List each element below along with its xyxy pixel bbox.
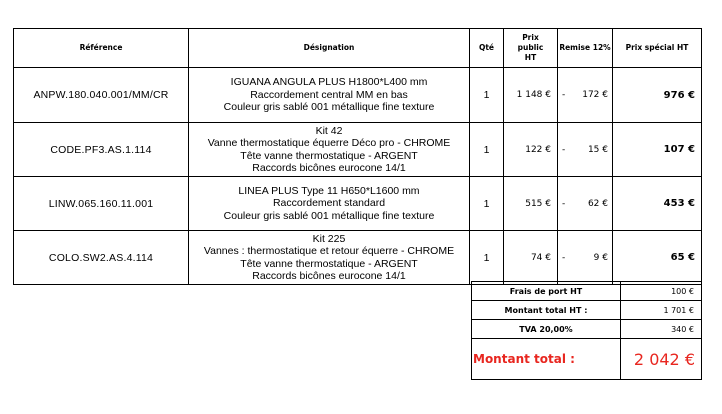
cell-designation (189, 231, 470, 285)
header-reference: Référence (14, 29, 189, 68)
subtotal-value: 1 701 € (621, 301, 702, 320)
table-row (14, 123, 702, 177)
designation-line: Raccordement central MM en bas (250, 88, 408, 101)
cell-reference: COLO.SW2.AS.4.114 (14, 231, 189, 285)
grand-total-value: 2 042 € (621, 339, 702, 380)
vat-value: 340 € (621, 320, 702, 339)
cell-qty: 1 (470, 68, 504, 123)
table-row (14, 231, 702, 285)
cell-qty: 1 (470, 231, 504, 285)
designation-line: Couleur gris sablé 001 métallique fine texture (223, 101, 435, 114)
cell-special-price: 65 € (613, 231, 702, 285)
discount-sign: - (562, 252, 566, 263)
shipping-value: 100 € (621, 282, 702, 301)
vat-row (472, 320, 702, 339)
cell-public-price: 1 148 € (504, 68, 558, 123)
totals-table (471, 281, 702, 380)
cell-public-price: 515 € (504, 177, 558, 231)
designation-line: LINEA PLUS Type 11 H650*L1600 mm (238, 184, 420, 197)
cell-discount (558, 177, 613, 231)
designation-line: Kit 42 (315, 124, 343, 137)
designation-line: Raccords bicônes eurocone 14/1 (252, 270, 406, 282)
designation-line: Tête vanne thermostatique - ARGENT (240, 149, 418, 162)
cell-public-price: 122 € (504, 123, 558, 177)
shipping-row (472, 282, 702, 301)
table-row (14, 68, 702, 123)
discount-amount: 9 € (593, 252, 608, 263)
table-header-row (14, 29, 702, 68)
quote-table (13, 28, 702, 285)
header-discount: Remise 12% (558, 29, 613, 68)
cell-designation (189, 177, 470, 231)
header-designation: Désignation (189, 29, 470, 68)
table-row (14, 177, 702, 231)
cell-discount (558, 68, 613, 123)
designation-line: Raccords bicônes eurocone 14/1 (252, 162, 406, 174)
cell-discount (558, 123, 613, 177)
designation-line: Kit 225 (312, 232, 346, 245)
designation-line: Vannes : thermostatique et retour équerre - CHROME (203, 245, 455, 257)
cell-public-price: 74 € (504, 231, 558, 285)
cell-designation (189, 68, 470, 123)
cell-qty: 1 (470, 177, 504, 231)
discount-sign: - (562, 90, 566, 100)
header-special-price: Prix spécial HT (613, 29, 702, 68)
designation-line: Couleur gris sablé 001 métallique fine texture (223, 209, 435, 222)
designation-line: Raccordement standard (272, 197, 386, 210)
cell-special-price: 453 € (613, 177, 702, 231)
cell-reference: CODE.PF3.AS.1.114 (14, 123, 189, 177)
subtotal-row (472, 301, 702, 320)
cell-special-price: 107 € (613, 123, 702, 177)
subtotal-label: Montant total HT : (472, 301, 621, 320)
designation-line: Tête vanne thermostatique - ARGENT (240, 257, 418, 270)
header-public-price (504, 29, 558, 68)
header-qty: Qté (470, 29, 504, 68)
grand-total-row (472, 339, 702, 380)
discount-sign: - (562, 144, 566, 155)
cell-designation (189, 123, 470, 177)
shipping-label: Frais de port HT (472, 282, 621, 301)
grand-total-label: Montant total : (472, 339, 621, 380)
cell-special-price: 976 € (613, 68, 702, 123)
designation-line: Vanne thermostatique équerre Déco pro - CHROME (207, 137, 451, 149)
cell-reference: LINW.065.160.11.001 (14, 177, 189, 231)
discount-amount: 62 € (587, 198, 608, 209)
discount-amount: 172 € (582, 90, 608, 100)
header-public-price-label: Prix public HT (517, 33, 544, 62)
discount-amount: 15 € (587, 144, 608, 155)
designation-line: IGUANA ANGULA PLUS H1800*L400 mm (230, 76, 428, 89)
vat-label: TVA 20,00% (472, 320, 621, 339)
cell-reference: ANPW.180.040.001/MM/CR (14, 68, 189, 123)
cell-qty: 1 (470, 123, 504, 177)
cell-discount (558, 231, 613, 285)
discount-sign: - (562, 198, 566, 209)
